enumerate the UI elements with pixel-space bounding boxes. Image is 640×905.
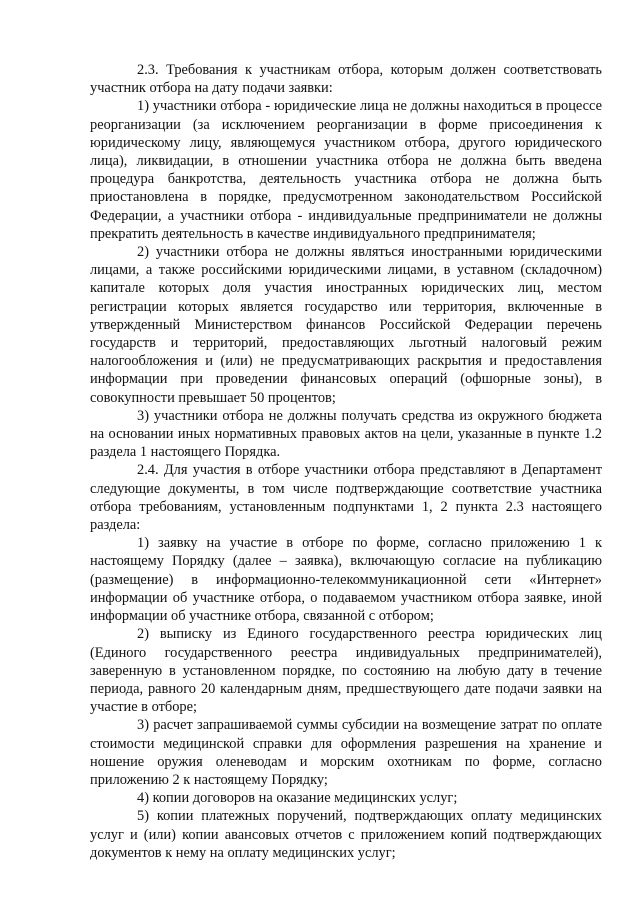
paragraph-2-4-item-3: 3) расчет запрашиваемой суммы субсидии на возмещение затрат по оплате стоимости медицинской справки для оформления разрешения на хранение и ношение оружия оленеводам и морским охотникам по форме, согласно приложению 2 к настоящему Порядку; bbox=[90, 717, 602, 788]
paragraph-2-4-item-1: 1) заявку на участие в отборе по форме, согласно приложению 1 к настоящему Порядку (далее – заявка), включающую согласие на публикацию (размещение) в информационно-телекоммуникационной сети «Интернет» информации об участнике отбора, о подаваемом участником отбора заявке, иной информации об участнике отбора, связанной с отбором; bbox=[90, 535, 602, 625]
paragraph-2-3-heading: 2.3. Требования к участникам отбора, которым должен соответствовать участник отбора на дату подачи заявки: bbox=[90, 62, 602, 97]
paragraph-2-4-heading: 2.4. Для участия в отборе участники отбора представляют в Департамент следующие документы, в том числе подтверждающие соответствие участника отбора требованиям, установленным подпунктами 1, 2 пункта 2.3 настоящего раздела: bbox=[90, 462, 602, 534]
paragraph-2-4-item-5: 5) копии платежных поручений, подтверждающих оплату медицинских услуг и (или) копии авансовых отчетов с приложением копий подтверждающих документов к нему на оплату медицинских услуг; bbox=[90, 808, 602, 861]
document-page bbox=[90, 61, 602, 862]
paragraph-2-3-item-2: 2) участники отбора не должны являться иностранными юридическими лицами, а также российскими юридическими лицами, в уставном (складочном) капитале которых доля участия иностранных юридических лиц, местом регистрации которых является государство или территория, включенные в утвержденный Министерством финансов Российской Федерации перечень государств и территорий, предоставляющих льготный налоговый режим налогообложения и (или) не предусматривающих раскрытия и предоставления информации при проведении финансовых операций (офшорные зоны), в совокупности превышает 50 процентов; bbox=[90, 244, 602, 406]
paragraph-2-3-item-3: 3) участники отбора не должны получать средства из окружного бюджета на основании иных нормативных правовых актов на цели, указанные в пункте 1.2 раздела 1 настоящего Порядка. bbox=[90, 407, 602, 461]
paragraph-2-4-item-4: 4) копии договоров на оказание медицинских услуг; bbox=[137, 790, 458, 807]
paragraph-2-4-item-2: 2) выписку из Единого государственного реестра юридических лиц (Единого государственного реестра индивидуальных предпринимателей), заверенную в установленном порядке, по состоянию на любую дату в течение периода, равного 20 календарным дням, предшествующего дате подачи заявки на участие в отборе; bbox=[90, 626, 602, 716]
paragraph-2-3-item-1: 1) участники отбора - юридические лица не должны находиться в процессе реорганизации (за исключением реорганизации в форме присоединения к юридическому лицу, являющемуся участником отбора, другого юридического лица), ликвидации, в отношении участника отбора не должна быть введена процедура банкротства, деятельность участника отбора не должна быть приостановлена в порядке, предусмотренном законодательством Российской Федерации, а участники отбора - индивидуальные предприниматели не должны прекратить деятельность в качестве индивидуального предпринимателя; bbox=[90, 98, 602, 242]
